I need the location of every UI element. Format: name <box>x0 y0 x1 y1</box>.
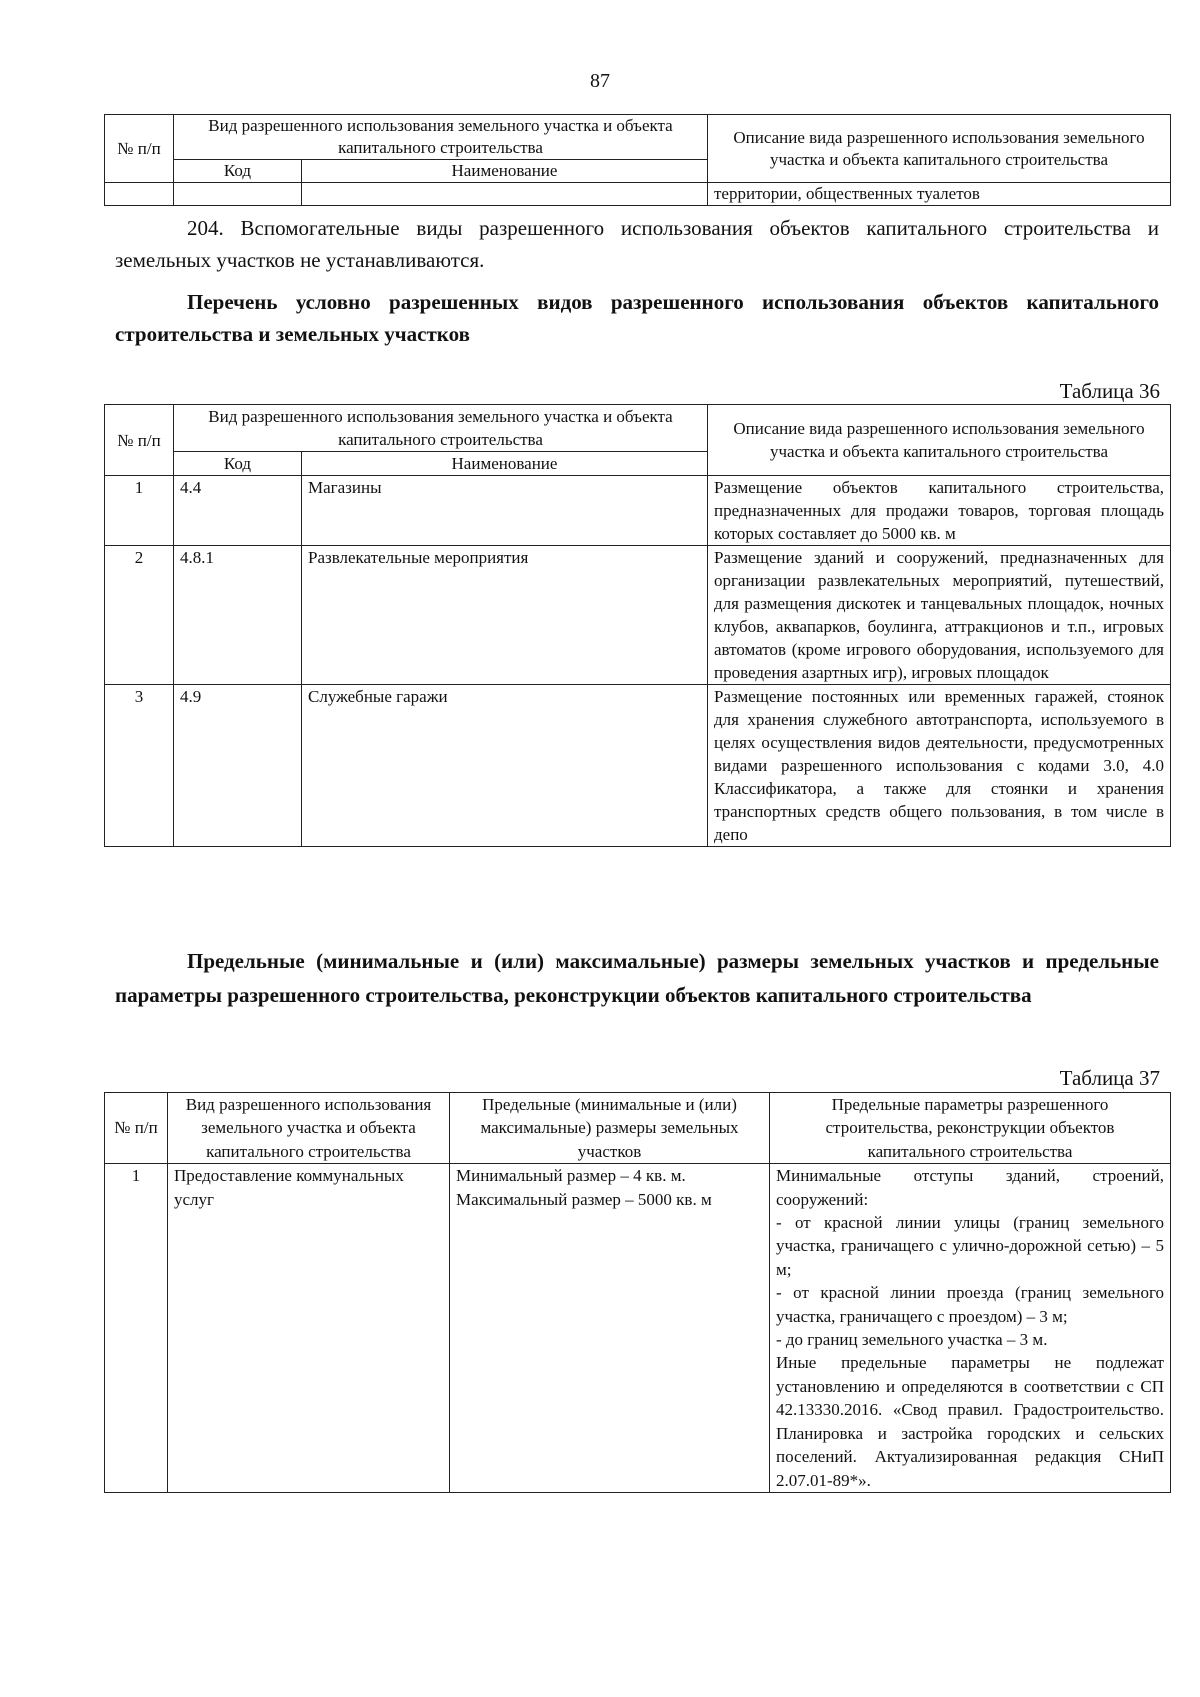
header-desc: Описание вида разрешенного использования земельного участка и объекта капитального строительства <box>708 405 1171 476</box>
header-kod: Код <box>174 452 302 476</box>
cell-sizes <box>450 1164 770 1493</box>
table-36 <box>104 404 1171 847</box>
table-row <box>105 183 1171 206</box>
table-37-caption: Таблица 37 <box>1059 1066 1160 1090</box>
cell-params <box>770 1164 1171 1493</box>
cell-desc: Размещение зданий и сооружений, предназначенных для организации развлекательных мероприятий, путешествий, для размещения дискотек и танцевальных площадок, ночных клубов, аквапарков, боулинга, аттракционов и т.п., игровых автоматов (кроме игрового оборудования, используемого для проведения азартных игр), игровых площадок <box>708 546 1171 685</box>
params-item: - до границ земельного участка – 3 м. <box>776 1330 1048 1350</box>
heading-conditional-uses: Перечень условно разрешенных видов разрешенного использования объектов капитального строительства и земельных участков <box>115 290 1159 346</box>
table-row <box>105 1164 1171 1493</box>
header-num: № п/п <box>105 405 174 476</box>
params-item: - от красной линии проезда (границ земельного участка, граничащего с проездом) – 3 м; <box>776 1283 1164 1326</box>
cell-name: Развлекательные мероприятия <box>302 546 708 685</box>
header-vid: Вид разрешенного использования земельного участка и объекта капитального строительства <box>168 1093 450 1164</box>
table-row <box>105 546 1171 685</box>
cell-num: 2 <box>105 546 174 685</box>
cell-num: 1 <box>105 1164 168 1493</box>
heading-limits: Предельные (минимальные и (или) максимальные) размеры земельных участков и предельные параметры разрешенного строительства, реконструкции объектов капитального строительства <box>115 949 1159 1007</box>
page-number: 87 <box>590 70 610 92</box>
cell-name: Служебные гаражи <box>302 685 708 847</box>
continuation-table <box>104 114 1171 206</box>
params-item: - от красной линии улицы (границ земельного участка, граничащего с улично-дорожной сетью) – 5 м; <box>776 1213 1164 1279</box>
cell-name <box>302 183 708 206</box>
header-params: Предельные параметры разрешенного строительства, реконструкции объектов капитального строительства <box>770 1093 1171 1164</box>
cell-kod: 4.8.1 <box>174 546 302 685</box>
table-37 <box>104 1092 1171 1493</box>
table-36-caption: Таблица 36 <box>1059 379 1160 403</box>
table-row <box>105 685 1171 847</box>
header-desc: Описание вида разрешенного использования земельного участка и объекта капитального строительства <box>708 115 1171 183</box>
header-vid: Вид разрешенного использования земельного участка и объекта капитального строительства <box>174 115 708 160</box>
params-other: Иные предельные параметры не подлежат установлению и определяются в соответствии с СП 42.13330.2016. «Свод правил. Градостроительство. Планировка и застройка городских и сельских поселений. Актуализированная редакция СНиП 2.07.01-89*». <box>776 1353 1164 1490</box>
size-min: Минимальный размер – 4 кв. м. <box>456 1166 686 1186</box>
header-num: № п/п <box>105 1093 168 1164</box>
header-kod: Код <box>174 160 302 183</box>
cell-num: 3 <box>105 685 174 847</box>
size-max: Максимальный размер – 5000 кв. м <box>456 1189 712 1209</box>
params-intro: Минимальные отступы зданий, строений, сооружений: <box>776 1166 1164 1209</box>
cell-kod: 4.4 <box>174 476 302 546</box>
cell-desc: Размещение постоянных или временных гаражей, стоянок для хранения служебного автотранспорта, используемого в целях осуществления видов деятельности, предусмотренных видами разрешенного использования с кодами 3.0, 4.0 Классификатора, а также для стоянки и хранения транспортных средств общего пользования, в том числе в депо <box>708 685 1171 847</box>
cell-kod: 4.9 <box>174 685 302 847</box>
header-name: Наименование <box>302 452 708 476</box>
cell-name: Магазины <box>302 476 708 546</box>
paragraph-204: 204. Вспомогательные виды разрешенного использования объектов капитального строительства и земельных участков не устанавливаются. <box>115 216 1159 272</box>
table-row <box>105 476 1171 546</box>
header-name: Наименование <box>302 160 708 183</box>
header-sizes: Предельные (минимальные и (или) максимальные) размеры земельных участков <box>450 1093 770 1164</box>
cell-desc: территории, общественных туалетов <box>708 183 1171 206</box>
cell-kod <box>174 183 302 206</box>
header-vid: Вид разрешенного использования земельного участка и объекта капитального строительства <box>174 405 708 452</box>
cell-vid: Предоставление коммунальных услуг <box>168 1164 450 1493</box>
cell-num: 1 <box>105 476 174 546</box>
cell-desc: Размещение объектов капитального строительства, предназначенных для продажи товаров, торговая площадь которых составляет до 5000 кв. м <box>708 476 1171 546</box>
header-num: № п/п <box>105 115 174 183</box>
cell-num <box>105 183 174 206</box>
